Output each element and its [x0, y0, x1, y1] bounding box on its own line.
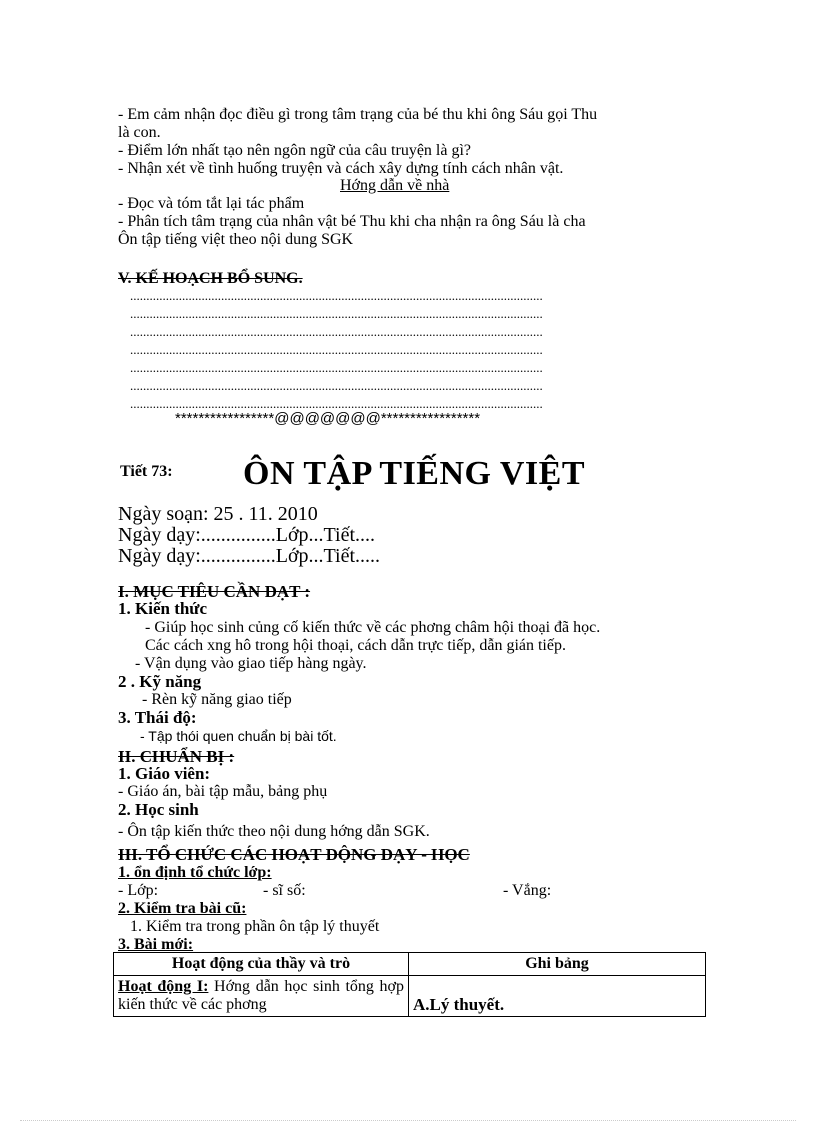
skill-heading: 2 . Kỹ năng: [118, 672, 202, 691]
col-activity-header: Hoạt động của thầy và trò: [114, 953, 409, 976]
student-line: - Ôn tập kiến thức theo nội dung hớng dẫn SGK.: [118, 823, 430, 840]
activity-table: [113, 952, 706, 1017]
intro-line-1: - Em cảm nhận đọc điều gì trong tâm trạng của bé thu khi ông Sáu gọi Thu: [118, 106, 598, 123]
knowledge-line-2: Các cách xng hô trong hội thoại, cách dẫn trực tiếp, dẫn gián tiếp.: [145, 637, 566, 654]
check-heading: 2. Kiểm tra bài cũ:: [118, 900, 247, 917]
dotted-line: ...............................................................................................................................: [130, 342, 543, 357]
section-2-heading: II. CHUẨN BỊ :: [118, 747, 235, 766]
intro-line-3: - Điểm lớn nhất tạo nên ngôn ngữ của câu truyện là gì?: [118, 142, 472, 159]
dotted-line: ...............................................................................................................................: [130, 324, 543, 339]
homework-line-3: Ôn tập tiếng việt theo nội dung SGK: [118, 231, 354, 248]
intro-line-2: là con.: [118, 124, 161, 141]
dotted-line: ...............................................................................................................................: [130, 306, 543, 321]
dotted-line: ...............................................................................................................................: [130, 288, 543, 303]
table-row: [114, 976, 706, 1017]
lesson-title: ÔN TẬP TIẾNG VIỆT: [243, 455, 586, 492]
teacher-line: - Giáo án, bài tập mẫu, bảng phụ: [118, 783, 328, 800]
org-siso: - sĩ số:: [263, 882, 306, 899]
board-cell: A.Lý thuyết.: [409, 976, 706, 1017]
check-line: 1. Kiểm tra trong phần ôn tập lý thuyết: [130, 918, 380, 935]
org-class: - Lớp:: [118, 882, 159, 899]
intro-line-4: - Nhận xét về tình huống truyện và cách xây dựng tính cách nhân vật.: [118, 160, 564, 177]
date-teach-2: Ngày dạy:...............Lớp...Tiết.....: [118, 545, 381, 567]
lesson-label: Tiết 73:: [120, 463, 173, 480]
org-absent: - Vắng:: [503, 882, 552, 899]
date-prepared: Ngày soạn: 25 . 11. 2010: [118, 503, 318, 525]
dotted-line: ...............................................................................................................................: [130, 378, 543, 393]
date-teach-1: Ngày dạy:...............Lớp...Tiết....: [118, 524, 376, 546]
col-board-header: Ghi bảng: [409, 953, 706, 976]
knowledge-heading: 1. Kiến thức: [118, 599, 208, 618]
homework-line-1: - Đọc và tóm tắt lại tác phẩm: [118, 195, 305, 212]
knowledge-line-3: - Vận dụng vào giao tiếp hàng ngày.: [135, 655, 367, 672]
section-3-heading: III. TỔ CHỨC CÁC HOẠT ĐỘNG DẠY - HỌC: [118, 845, 470, 864]
activity-cell: [114, 976, 409, 1017]
dotted-line: ...............................................................................................................................: [130, 396, 543, 411]
homework-heading: Hớng dẫn về nhà: [340, 177, 450, 194]
teacher-heading: 1. Giáo viên:: [118, 764, 211, 783]
section-1-heading: I. MỤC TIÊU CẦN ĐẠT :: [118, 582, 311, 601]
page-bottom-border: [20, 1120, 796, 1121]
activity-label: Hoạt động I:: [118, 978, 209, 995]
new-lesson-heading: 3. Bài mới:: [118, 936, 194, 953]
attitude-heading: 3. Thái độ:: [118, 708, 197, 727]
section-5-heading: V. KẾ HOẠCH BỔ SUNG.: [118, 270, 303, 287]
table-header-row: [114, 953, 706, 976]
dotted-line: ...............................................................................................................................: [130, 360, 543, 375]
separator: *****************@@@@@@@*****************: [175, 410, 481, 427]
homework-line-2: - Phân tích tâm trạng của nhân vật bé Thu khi cha nhận ra ông Sáu là cha: [118, 213, 586, 230]
attitude-line: - Tập thói quen chuẩn bị bài tốt.: [140, 728, 337, 744]
skill-line: - Rèn kỹ năng giao tiếp: [142, 691, 292, 708]
org-heading: 1. ổn định tổ chức lớp:: [118, 864, 272, 881]
activity-text: Hớng dẫn học sinh tổng hợp kiến thức về các phơng: [118, 978, 405, 1013]
student-heading: 2. Học sinh: [118, 800, 199, 819]
knowledge-line-1: - Giúp học sinh củng cố kiến thức về các phơng châm hội thoại đã học.: [145, 619, 601, 636]
